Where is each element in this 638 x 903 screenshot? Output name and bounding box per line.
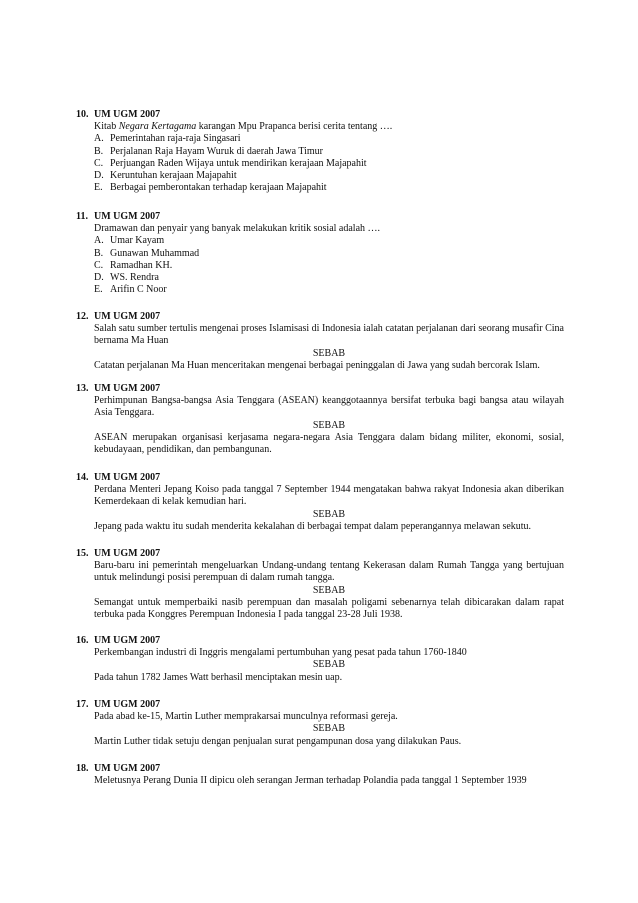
question-statement: Pada abad ke-15, Martin Luther memprakarsai munculnya reformasi gereja. [94,711,398,723]
question-number: 10. [76,109,89,120]
question-statement: Baru-baru ini pemerintah mengeluarkan Undang-undang tentang Kekerasan dalam Rumah Tangga yang bertujuan untuk melindungi posisi perempuan di dalam rumah tangga. [94,560,564,584]
question-header: UM UGM 2007 [94,635,161,646]
question-number: 14. [76,472,89,483]
question-reason: ASEAN merupakan organisasi kerjasama negara-negara Asia Tenggara dalam bidang militer, ekonomi, sosial, kebudayaan, pendidikan, dan pembangunan. [94,431,564,456]
question-statement: Perhimpunan Bangsa-bangsa Asia Tenggara (ASEAN) keanggotaannya bersifat terbuka bagi bangsa atau wilayah Asia Tenggara. [94,395,564,419]
question-number: 17. [76,699,89,710]
sebab-label: SEBAB [312,584,346,596]
option-b: B. Perjalanan Raja Hayam Wuruk di daerah Jawa Timur [94,145,323,157]
option-d: D. WS. Rendra [94,272,159,284]
question-number: 15. [76,548,89,559]
option-a: A. Pemerintahan raja-raja Singasari [94,133,241,145]
question-number: 13. [76,383,89,394]
question-reason: Catatan perjalanan Ma Huan menceritakan mengenai berbagai peninggalan di Jawa yang sudah bercorak Islam. [94,359,540,371]
question-reason: Jepang pada waktu itu sudah menderita kekalahan di berbagai tempat dalam peperangannya melawan sekutu. [94,520,532,532]
question-header: UM UGM 2007 [94,472,161,483]
option-e: E. Berbagai pemberontakan terhadap kerajaan Majapahit [94,182,327,194]
book-title: Negara Kertagama [118,121,197,133]
sebab-label: SEBAB [312,419,346,431]
sebab-label: SEBAB [312,508,346,520]
sebab-label: SEBAB [312,347,346,359]
option-c: C. Ramadhan KH. [94,259,173,271]
question-statement: Perdana Menteri Jepang Koiso pada tanggal 7 September 1944 mengatakan bahwa rakyat Indonesia akan diberikan Kemerdekaan di kelak kemudian hari. [94,484,564,508]
question-17 [76,699,564,748]
option-c: C. Perjuangan Raden Wijaya untuk mendirikan kerajaan Majapahit [94,157,367,169]
question-statement: Salah satu sumber tertulis mengenai proses Islamisasi di Indonesia ialah catatan perjalanan dari seorang musafir Cina bernama Ma Huan [94,323,564,347]
question-header: UM UGM 2007 [94,311,161,322]
question-stem: Kitab Negara Kertagama karangan Mpu Prapanca berisi cerita tentang …. [94,121,393,133]
question-reason: Pada tahun 1782 James Watt berhasil menciptakan mesin uap. [94,671,343,683]
question-12 [76,311,564,372]
question-15 [76,548,564,621]
option-b: B. Gunawan Muhammad [94,247,200,259]
question-18 [76,763,564,787]
question-header: UM UGM 2007 [94,763,161,774]
question-number: 12. [76,311,89,322]
question-header: UM UGM 2007 [94,548,161,559]
question-header: UM UGM 2007 [94,699,161,710]
option-d: D. Keruntuhan kerajaan Majapahit [94,170,237,182]
question-stem: Dramawan dan penyair yang banyak melakukan kritik sosial adalah …. [94,223,381,235]
question-number: 16. [76,635,89,646]
option-a: A. Umar Kayam [94,235,165,247]
question-14 [76,472,564,533]
question-header: UM UGM 2007 [94,109,161,120]
sebab-label: SEBAB [312,723,346,735]
question-statement: Perkembangan industri di Inggris mengalami pertumbuhan yang pesat pada tahun 1760-1840 [94,647,467,659]
question-statement: Meletusnya Perang Dunia II dipicu oleh serangan Jerman terhadap Polandia pada tanggal 1 September 1939 [94,775,527,787]
option-e: E. Arifin C Noor [94,284,167,296]
sebab-label: SEBAB [312,659,346,671]
question-16 [76,635,564,684]
question-reason: Semangat untuk memperbaiki nasib perempuan dan masalah poligami sebenarnya telah dibicarakan dalam rapat terbuka pada Konggres Perempuan Indonesia I pada tanggal 23-28 Juli 1938. [94,596,564,621]
question-reason: Martin Luther tidak setuju dengan penjualan surat pengampunan dosa yang dilakukan Paus. [94,735,462,747]
question-number: 11. [76,211,88,222]
question-header: UM UGM 2007 [94,211,161,222]
question-header: UM UGM 2007 [94,383,161,394]
question-10 [76,109,564,194]
question-13 [76,383,564,456]
question-11 [76,211,564,296]
question-number: 18. [76,763,89,774]
